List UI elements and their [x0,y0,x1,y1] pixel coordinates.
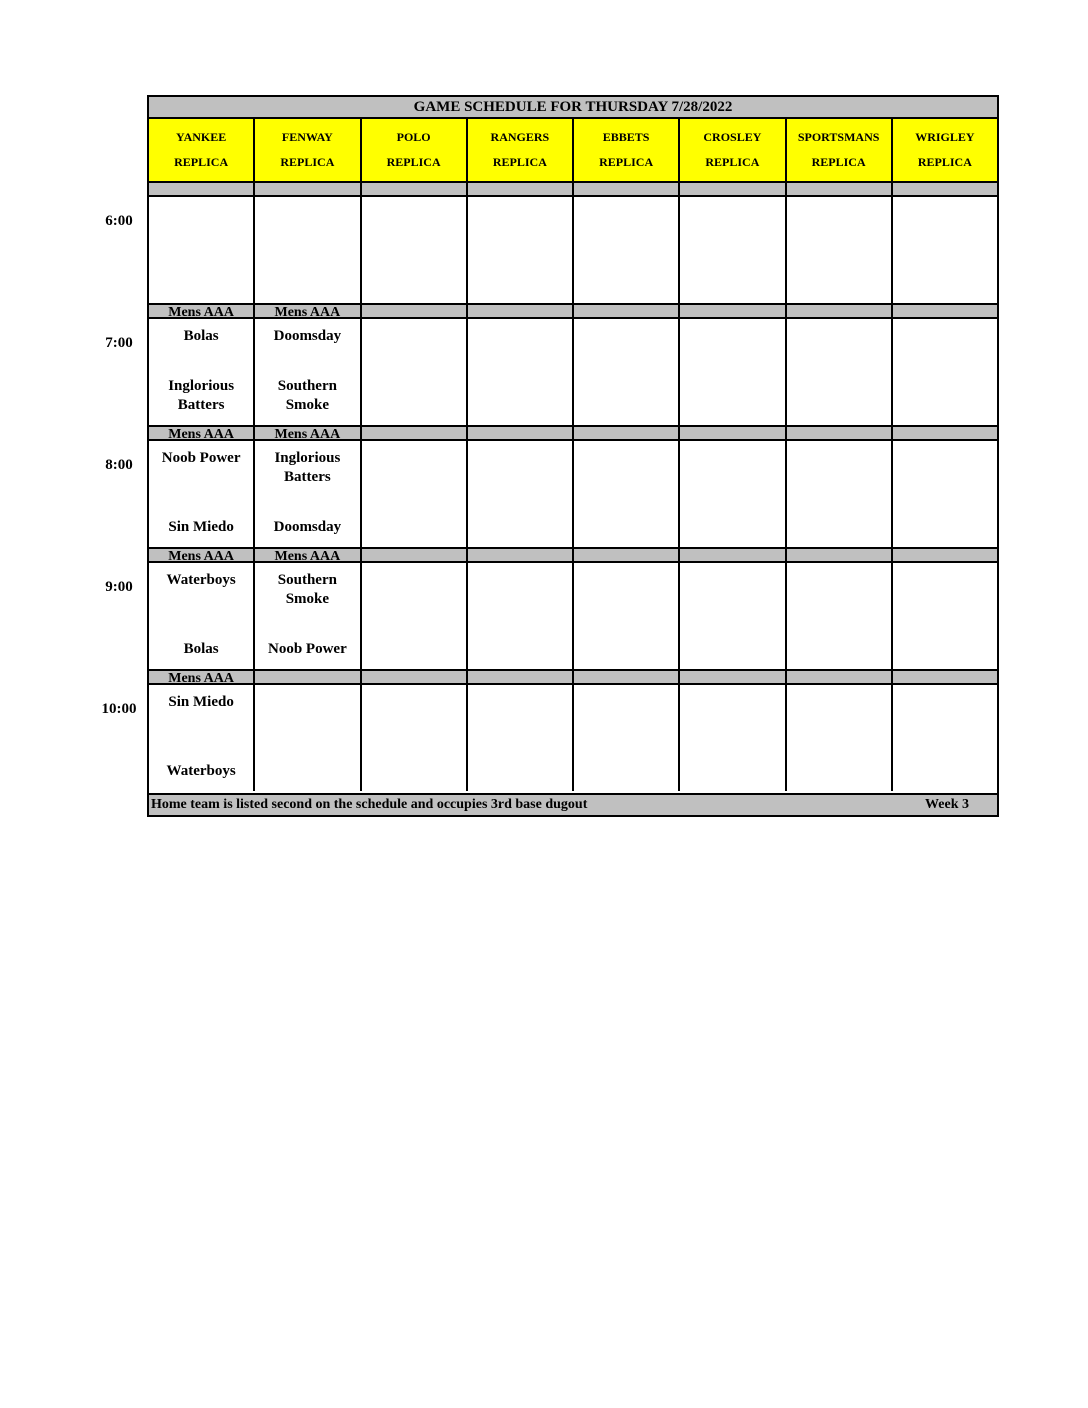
division-label [680,547,786,563]
schedule-table [147,95,999,817]
game-cell [149,441,255,547]
game-cell [680,685,786,791]
division-label: Mens AAA [149,547,255,563]
division-band [149,303,997,319]
field-subtitle: REPLICA [386,155,441,169]
field-header-row [149,119,997,183]
division-label [574,181,680,197]
division-label [255,181,361,197]
game-cell [362,441,468,547]
game-cell [893,319,997,425]
division-label [362,425,468,441]
time-label: 6:00 [105,213,133,229]
game-cell [468,441,574,547]
field-header-wrigley [893,119,997,181]
away-team: Noob Power [161,450,241,466]
field-name: POLO [396,130,431,144]
game-cell [787,563,893,669]
game-cell [893,197,997,303]
game-cell [574,563,680,669]
game-cell [680,441,786,547]
home-team: Noob Power [268,641,347,657]
division-label [680,303,786,319]
game-cell [149,197,255,303]
game-cell [468,563,574,669]
division-label [787,303,893,319]
division-label: Mens AAA [255,425,361,441]
field-subtitle: REPLICA [811,155,866,169]
division-label: Mens AAA [149,425,255,441]
field-name: EBBETS [602,130,650,144]
division-label [787,547,893,563]
game-cell [468,197,574,303]
time-slot-row [149,319,997,425]
field-name: FENWAY [281,130,333,144]
division-label [893,425,997,441]
division-label [893,669,997,685]
division-label [787,425,893,441]
game-cell [680,197,786,303]
division-label [468,669,574,685]
home-team: Inglorious Batters [168,378,235,413]
time-slot-row [149,197,997,303]
home-team: Bolas [183,641,219,657]
field-header-crosley [680,119,786,181]
division-label: Mens AAA [149,303,255,319]
field-header-yankee [149,119,255,181]
division-label [362,547,468,563]
division-label [893,303,997,319]
away-team: Waterboys [166,572,236,588]
division-label [574,303,680,319]
field-header-fenway [255,119,361,181]
game-cell [149,319,255,425]
division-label [362,181,468,197]
field-subtitle: REPLICA [280,155,335,169]
game-cell [468,319,574,425]
division-label: Mens AAA [149,669,255,685]
division-label [787,181,893,197]
game-cell [787,685,893,791]
game-cell [362,685,468,791]
field-subtitle: REPLICA [917,155,972,169]
away-team: Doomsday [273,328,342,344]
division-label [680,425,786,441]
field-name: WRIGLEY [915,130,975,144]
field-subtitle: REPLICA [492,155,547,169]
game-cell [468,685,574,791]
game-cell [574,197,680,303]
division-label [574,547,680,563]
time-slot-row [149,685,997,791]
division-band [149,669,997,685]
field-header-rangers [468,119,574,181]
division-label [255,669,361,685]
game-cell [574,319,680,425]
game-cell [787,197,893,303]
home-team: Sin Miedo [168,519,234,535]
home-team: Doomsday [273,519,342,535]
division-band [149,425,997,441]
field-header-ebbets [574,119,680,181]
game-cell [255,319,361,425]
division-label [362,303,468,319]
game-cell [787,319,893,425]
game-cell [149,563,255,669]
division-label [468,547,574,563]
division-band [149,547,997,563]
division-label: Mens AAA [255,303,361,319]
game-cell [574,441,680,547]
time-label: 10:00 [101,701,137,717]
game-cell [362,563,468,669]
field-name: CROSLEY [703,130,762,144]
game-cell [893,563,997,669]
field-subtitle: REPLICA [705,155,760,169]
field-header-polo [362,119,468,181]
home-team-note: Home team is listed second on the schedule and occupies 3rd base dugout [151,797,588,812]
division-label [468,425,574,441]
away-team: Inglorious Batters [274,450,341,485]
field-header-sportsmans [787,119,893,181]
home-team: Waterboys [166,763,236,779]
game-cell [255,197,361,303]
division-label [468,303,574,319]
time-label: 7:00 [105,335,133,351]
time-slot-row [149,441,997,547]
division-label [149,181,255,197]
game-cell [787,441,893,547]
field-subtitle: REPLICA [599,155,654,169]
schedule-title: GAME SCHEDULE FOR THURSDAY 7/28/2022 [149,97,997,119]
field-name: RANGERS [490,130,550,144]
week-label: Week 3 [925,797,969,812]
schedule-footer [149,793,997,815]
away-team: Sin Miedo [168,694,234,710]
time-label: 9:00 [105,579,133,595]
home-team: Southern Smoke [277,378,337,413]
division-label [574,669,680,685]
game-cell [680,319,786,425]
division-label [680,181,786,197]
game-cell [362,319,468,425]
division-label [787,669,893,685]
game-cell [574,685,680,791]
division-label: Mens AAA [255,547,361,563]
field-subtitle: REPLICA [174,155,229,169]
division-label [468,181,574,197]
game-cell [362,197,468,303]
division-label [362,669,468,685]
away-team: Southern Smoke [277,572,337,607]
game-cell [893,441,997,547]
division-band [149,181,997,197]
time-label: 8:00 [105,457,133,473]
away-team: Bolas [183,328,219,344]
game-cell [893,685,997,791]
division-label [893,181,997,197]
time-slot-row [149,563,997,669]
game-cell [255,563,361,669]
game-cell [149,685,255,791]
division-label [574,425,680,441]
game-cell [255,441,361,547]
game-cell [680,563,786,669]
division-label [893,547,997,563]
field-name: SPORTSMANS [797,130,880,144]
game-cell [255,685,361,791]
division-label [680,669,786,685]
field-name: YANKEE [176,130,227,144]
